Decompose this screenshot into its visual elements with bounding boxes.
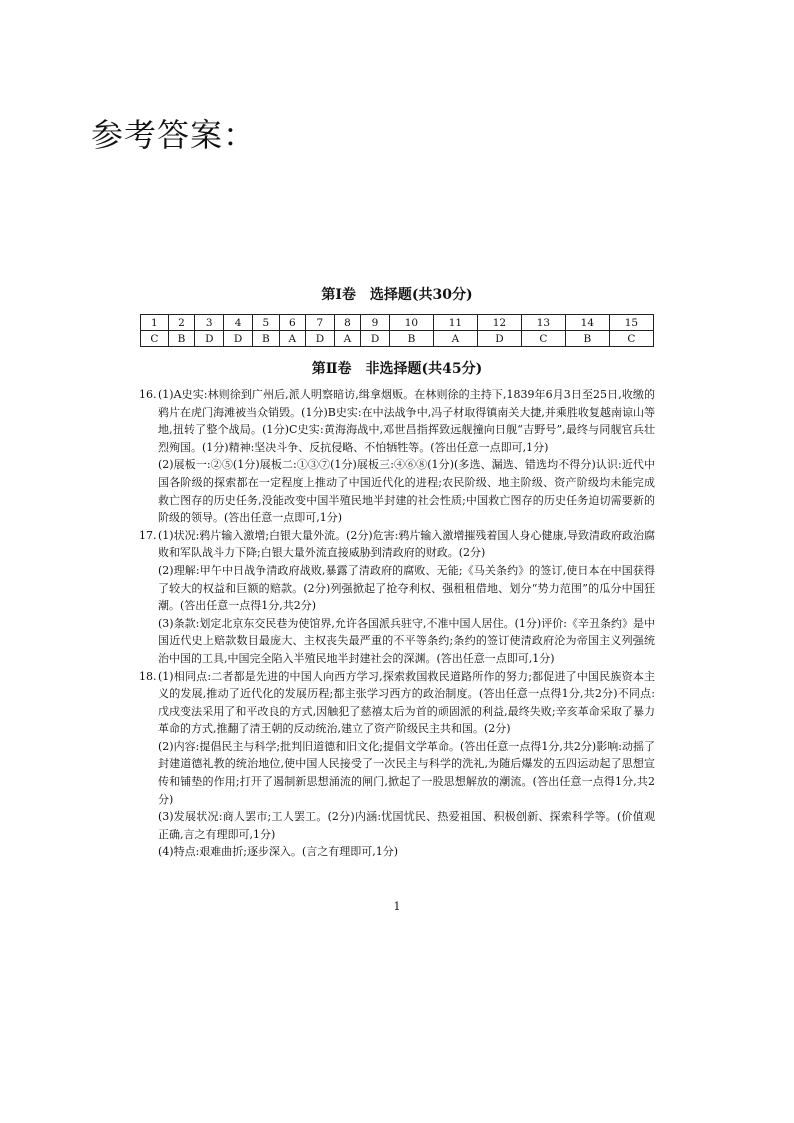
answer-cell: A [334,331,360,347]
question-number-cell: 6 [279,315,305,331]
answer-paragraph: (2)展板一:②⑤(1分)展板二:①③⑦(1分)展板三:④⑥⑧(1分)(多选、漏选、错选均不得分)认识:近代中国各阶级的探索都在一定程度上推动了中国近代化的进程;农民阶级、地主阶级、资产阶级均未能完成救亡图存的历史任务,没能改变中国半殖民地半封建的社会性质;中国救亡图存的历史任务迫切需要新的阶级的领导。(答出任意一点即可,1分) [158,458,655,525]
answer-cell: D [477,331,521,347]
question-number-cell: 12 [477,315,521,331]
answer-cell: D [195,331,224,347]
answer-cell: D [305,331,334,347]
answer-paragraph: (1)A史实:林则徐到广州后,派人明察暗访,缉拿烟贩。在林则徐的主持下,1839年6月3日至25日,收缴的鸦片在虎门海滩被当众销毁。(1分)B史实:在中法战争中,冯子材取得镇南关大捷,并乘胜收复越南谅山等地,扭转了整个战局。(1分)C史实:黄海海战中,邓世昌指挥致远舰撞向日舰“吉野号”,最终与同舰官兵壮烈殉国。(1分)精神:坚决斗争、反抗侵略、不怕牺牲等。(答出任意一点即可,1分) [158,388,655,454]
question-number: 17. [139,528,157,542]
answer-cell: A [433,331,477,347]
question-number-cell: 5 [253,315,280,331]
question-number-row [141,315,654,331]
answer-paragraph: (3)发展状况:商人罢市;工人罢工。(2分)内涵:忧国忧民、热爱祖国、积极创新、探索科学等。(价值观正确,言之有理即可,1分) [158,810,655,841]
answer-cell: C [521,331,565,347]
answer-paragraph: (2)理解:甲午中日战争清政府战败,暴露了清政府的腐败、无能;《马关条约》的签订,使日本在中国获得了较大的权益和巨额的赔款。(2分)列强掀起了抢夺利权、强租租借地、划分“势力范围”的瓜分中国狂潮。(答出任意一点得1分,共2分) [158,563,655,613]
answer-paragraph: (4)特点:艰难曲折;逐步深入。(言之有理即可,1分) [158,845,399,859]
question-number-cell: 11 [433,315,477,331]
section-2-title: 第Ⅱ卷 非选择题(共45分) [311,361,483,377]
question-18 [140,668,655,862]
answer-row [141,331,654,347]
question-number-cell: 7 [305,315,334,331]
answer-body [140,386,655,861]
answer-paragraph: (3)条款:划定北京东交民巷为使馆界,允许各国派兵驻守,不准中国人居住。(1分)评价:《辛丑条约》是中国近代史上赔款数目最庞大、主权丧失最严重的不平等条约;条约的签订使清政府沦为帝国主义列强统治中国的工具,中国完全陷入半殖民地半封建社会的深渊。(答出任意一点即可,1分) [158,616,655,665]
answer-cell: B [168,331,195,347]
answer-cell: C [609,331,653,347]
answer-paragraph: (1)相同点:二者都是先进的中国人向西方学习,探索救国救民道路所作的努力;都促进了中国民族资本主义的发展,推动了近代化的发展历程;都主张学习西方的政治制度。(答出任意一点得1分,共2分)不同点:戊戌变法采用了和平改良的方式,因触犯了慈禧太后为首的顽固派的利益,最终失败;辛亥革命采取了暴力革命的方式,推翻了清王朝的反动统治,建立了资产阶级民主共和国。(2分) [158,669,655,736]
page-number: 1 [393,900,401,913]
answer-paragraph: (1)状况:鸦片输入激增;白银大量外流。(2分)危害:鸦片输入激增摧残着国人身心健康,导致清政府政治腐败和军队战斗力下降;白银大量外流直接威胁到清政府的财政。(2分) [158,528,655,560]
page-heading: 参考答案： [91,116,257,154]
question-number-cell: 3 [195,315,224,331]
question-number-cell: 2 [168,315,195,331]
answer-cell: B [565,331,609,347]
question-number: 18. [139,669,157,683]
question-number: 16. [139,388,157,401]
question-16 [140,386,655,527]
section-1-title: 第Ⅰ卷 选择题(共30分) [321,287,473,303]
answer-cell: D [361,331,390,347]
answer-table [140,314,654,347]
question-number-cell: 9 [361,315,390,331]
question-number-cell: 13 [521,315,565,331]
answer-cell: B [389,331,433,347]
answer-cell: D [224,331,253,347]
question-number-cell: 8 [334,315,360,331]
question-17 [140,527,655,668]
answer-cell: C [141,331,169,347]
question-number-cell: 15 [609,315,653,331]
question-number-cell: 14 [565,315,609,331]
answer-cell: B [253,331,280,347]
question-number-cell: 1 [141,315,169,331]
question-number-cell: 4 [224,315,253,331]
answer-paragraph: (2)内容:提倡民主与科学;批判旧道德和旧文化;提倡文学革命。(答出任意一点得1分,共2分)影响:动摇了封建道德礼教的统治地位,使中国人民接受了一次民主与科学的洗礼,为随后爆发的五四运动起了思想宣传和铺垫的作用;打开了遏制新思想涌流的闸门,掀起了一股思想解放的潮流。(答出任意一点得1分,共2分) [158,739,655,806]
answer-cell: A [279,331,305,347]
question-number-cell: 10 [389,315,433,331]
